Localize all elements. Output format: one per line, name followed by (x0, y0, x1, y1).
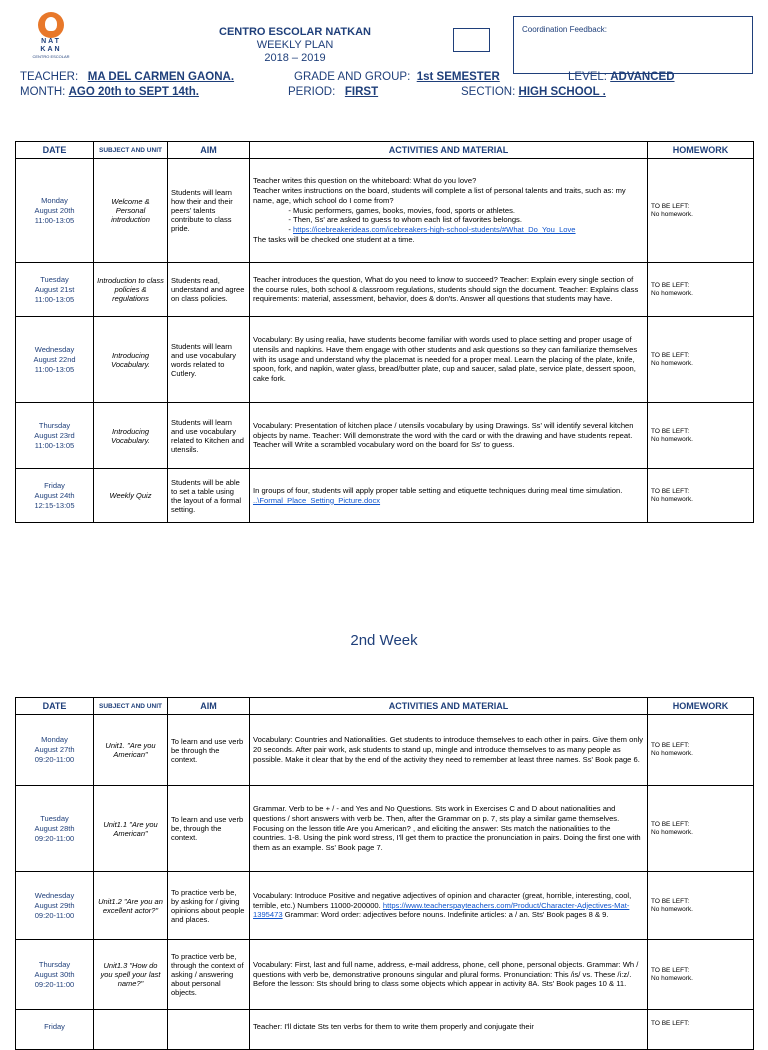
date-cell: Thursday August 30th 09:20-11:00 (16, 940, 94, 1010)
month-value: AGO 20th to SEPT 14th. (68, 86, 199, 98)
aim-cell (168, 1010, 250, 1050)
date-cell: Wednesday August 22nd 11:00-13:05 (16, 317, 94, 403)
col-subject: SUBJECT AND UNIT (94, 142, 168, 159)
homework-cell: TO BE LEFT: No homework. (648, 317, 754, 403)
subject-cell: Unit1. "Are you American" (94, 715, 168, 786)
level-value: ADVANCED (610, 71, 675, 83)
coordination-label: Coordination Feedback: (522, 25, 607, 34)
table-row (16, 872, 754, 940)
month-label: MONTH: (20, 86, 66, 98)
activities-cell: Vocabulary: By using realia, have students become familiar with words used to place setting and proper usage of utensils and napkins. Have them engage with other students and ask questions so they can familiarize themselves with its usage and understand why the placemat is needed for a proper meal. Learn the placing of the plate, knife, spoon, fork, and napkin, water glass, bread/butter plate, cup and saucer, salad plate, service plate, dessert spoon, cake fork. (250, 317, 648, 403)
subject-cell: Introducing Vocabulary. (94, 403, 168, 469)
grade-value: 1st SEMESTER (416, 71, 500, 83)
col-homework: HOMEWORK (648, 698, 754, 715)
coordination-feedback-box (513, 16, 753, 74)
aim-cell: Students will learn how their and their peers' talents contribute to class pride. (168, 159, 250, 263)
table-header-row (16, 698, 754, 715)
teacher-field (20, 71, 234, 83)
week1-table (15, 141, 754, 523)
date-cell: Tuesday August 21st 11:00-13:05 (16, 263, 94, 317)
table-row (16, 159, 754, 263)
aim-cell: To practice verb be, through the context of asking / answering about personal objects. (168, 940, 250, 1010)
homework-cell: TO BE LEFT: No homework. (648, 715, 754, 786)
col-activities: ACTIVITIES AND MATERIAL (250, 142, 648, 159)
grade-field (294, 71, 500, 83)
activities-cell: Vocabulary: First, last and full name, address, e-mail address, phone, cell phone, personal objects. Grammar: Wh / questions with verb be, demonstrative pronouns singular and plural forms. Pronunciation: This /is/ vs. These /i:z/. Before the lesson: Sts should bring to class some objects which appear in activity 8A. Sts' Book pages 10 & 11. (250, 940, 648, 1010)
table-row (16, 403, 754, 469)
homework-cell: TO BE LEFT: No homework. (648, 159, 754, 263)
col-aim: AIM (168, 142, 250, 159)
school-heading (150, 26, 440, 65)
period-value: FIRST (344, 86, 379, 98)
col-homework: HOMEWORK (648, 142, 754, 159)
homework-cell: TO BE LEFT: No homework. (648, 403, 754, 469)
level-label: LEVEL: (568, 71, 607, 83)
period-label: PERIOD: (288, 86, 336, 98)
col-date: DATE (16, 698, 94, 715)
school-logo (30, 12, 72, 68)
aim-cell: To learn and use verb be through the context. (168, 715, 250, 786)
school-year: 2018 – 2019 (264, 52, 326, 64)
col-date: DATE (16, 142, 94, 159)
logo-text: KAN (40, 46, 62, 53)
homework-cell: TO BE LEFT: No homework. (648, 263, 754, 317)
logo-subtext: CENTRO ESCOLAR (32, 54, 70, 59)
table-row (16, 1010, 754, 1050)
table-row (16, 940, 754, 1010)
aim-cell: Students will learn and use vocabulary related to Kitchen and utensils. (168, 403, 250, 469)
aim-cell: Students will be able to set a table using the layout of a formal setting. (168, 469, 250, 523)
activities-cell: Grammar. Verb to be + / - and Yes and No Questions. Sts work in Exercises C and D about nationalities and questions / short answers with verb be. Then, after the Grammar on p. 7, sts play a similar game themselves. Focusing on the lesson title Are you American? , and eliciting the answer: Sts match the nationalities to the countries. 1-8. Using the pink word stress, I'll get them to practice the pronunciation in pairs. Doing the first one with them as an example. Ss' Book page 7. (250, 786, 648, 872)
resource-link[interactable]: https://www.teacherspayteachers.com/Product/Character-Adjectives-Mat-1395473 (253, 900, 630, 920)
subject-cell: Weekly Quiz (94, 469, 168, 523)
aim-cell: To learn and use verb be, through the context. (168, 786, 250, 872)
aim-cell: Students read, understand and agree on class policies. (168, 263, 250, 317)
plan-title: WEEKLY PLAN (256, 39, 334, 51)
activities-cell: In groups of four, students will apply proper table setting and etiquette techniques during meal time simulation. ..\Formal_Place_Setting_Picture.docx (250, 469, 648, 523)
subject-cell: Unit1.2 "Are you an excellent actor?" (94, 872, 168, 940)
date-cell: Monday August 20th 11:00-13:05 (16, 159, 94, 263)
resource-link[interactable]: https://icebreakerideas.com/icebreakers-high-school-students/#What_Do_You_Love (293, 225, 576, 235)
activities-cell: Teacher writes this question on the whiteboard: What do you love? Teacher writes instructions on the board, students will complete a list of personal talents and traits, such as: my name, age, which school do I come from? - Music performers, games, books, movies, food, sports or athletes. - Then, Ss' are asked to guess to whom each list of favorites belongs. - https://icebreakerideas.com/icebreakers-high-school-students/#What_Do_You_Love The tasks will be checked one student at a time. (250, 159, 648, 263)
col-activities: ACTIVITIES AND MATERIAL (250, 698, 648, 715)
activities-cell: Teacher: I'll dictate Sts ten verbs for them to write them properly and conjugate their (250, 1010, 648, 1050)
date-cell: Monday August 27th 09:20-11:00 (16, 715, 94, 786)
table-header-row (16, 142, 754, 159)
activities-cell: Vocabulary: Introduce Positive and negative adjectives of opinion and character (great, horrible, interesting, cool, terrible, etc.) Numbers 11000-200000. https://www.teacherspayteachers.com/Product/Character-Adjectives-Mat-1395473 Grammar: Word order: adjectives before nouns. Indefinite articles: a / an. Sts' Book pages 8 & 9. (250, 872, 648, 940)
subject-cell: Unit1.3 "How do you spell your last name?" (94, 940, 168, 1010)
aim-cell: To practice verb be, by asking for / giving opinions about people and places. (168, 872, 250, 940)
table-row (16, 715, 754, 786)
logo-text: NAT (41, 38, 61, 45)
date-cell: Thursday August 23rd 11:00-13:05 (16, 403, 94, 469)
week2-table (15, 697, 754, 1050)
level-field (568, 71, 675, 83)
period-field (288, 86, 378, 98)
teacher-value: MA DEL CARMEN GAONA. (87, 71, 235, 83)
month-field (20, 86, 199, 98)
week2-title: 2nd Week (350, 632, 418, 649)
logo-mark-icon (38, 12, 64, 38)
subject-cell (94, 1010, 168, 1050)
table-row (16, 469, 754, 523)
activities-cell: Teacher introduces the question, What do you need to know to succeed? Teacher: Explain every single section of the course rules, both school & classroom regulations, students should sign the document. Teacher: Explains class requirements: material, assessment, behavior, does & don'ts. Answer all questions that students may have. (250, 263, 648, 317)
col-aim: AIM (168, 698, 250, 715)
subject-cell: Welcome & Personal introduction (94, 159, 168, 263)
date-cell: Friday August 24th 12:15-13:05 (16, 469, 94, 523)
homework-cell: TO BE LEFT: No homework. (648, 469, 754, 523)
blank-box (453, 28, 490, 52)
teacher-label: TEACHER: (20, 71, 79, 83)
homework-cell: TO BE LEFT: (648, 1010, 754, 1050)
homework-cell: TO BE LEFT: No homework. (648, 872, 754, 940)
date-cell: Wednesday August 29th 09:20-11:00 (16, 872, 94, 940)
aim-cell: Students will learn and use vocabulary words related to Cutlery. (168, 317, 250, 403)
table-row (16, 786, 754, 872)
table-row (16, 263, 754, 317)
subject-cell: Unit1.1 "Are you American" (94, 786, 168, 872)
section-label: SECTION: (461, 86, 516, 98)
grade-label: GRADE AND GROUP: (294, 71, 411, 83)
col-subject: SUBJECT AND UNIT (94, 698, 168, 715)
school-name: CENTRO ESCOLAR NATKAN (219, 26, 371, 38)
table-row (16, 317, 754, 403)
homework-cell: TO BE LEFT: No homework. (648, 786, 754, 872)
section-value: HIGH SCHOOL . (518, 86, 606, 98)
date-cell: Friday (16, 1010, 94, 1050)
activities-cell: Vocabulary: Presentation of kitchen place / utensils vocabulary by using Drawings. Ss' will identify several kitchen objects by name. Teacher: Will demonstrate the word with the card or with the drawing and have students repeat. Teacher will Write a scrambled vocabulary word on the board for Ss' to guess. (250, 403, 648, 469)
homework-cell: TO BE LEFT: No homework. (648, 940, 754, 1010)
subject-cell: Introducing Vocabulary. (94, 317, 168, 403)
date-cell: Tuesday August 28th 09:20-11:00 (16, 786, 94, 872)
activities-cell: Vocabulary: Countries and Nationalities. Get students to introduce themselves to each other in pairs. Give them only 20 seconds. After pair work, ask students to stand up, mingle and introduce themselves to as many people as possible. Make it clear that by the end of the activity they need to remember at least three names. Ss' Book page 6. (250, 715, 648, 786)
resource-link[interactable]: ..\Formal_Place_Setting_Picture.docx (253, 495, 381, 505)
section-field (461, 86, 606, 98)
subject-cell: Introduction to class policies & regulations (94, 263, 168, 317)
